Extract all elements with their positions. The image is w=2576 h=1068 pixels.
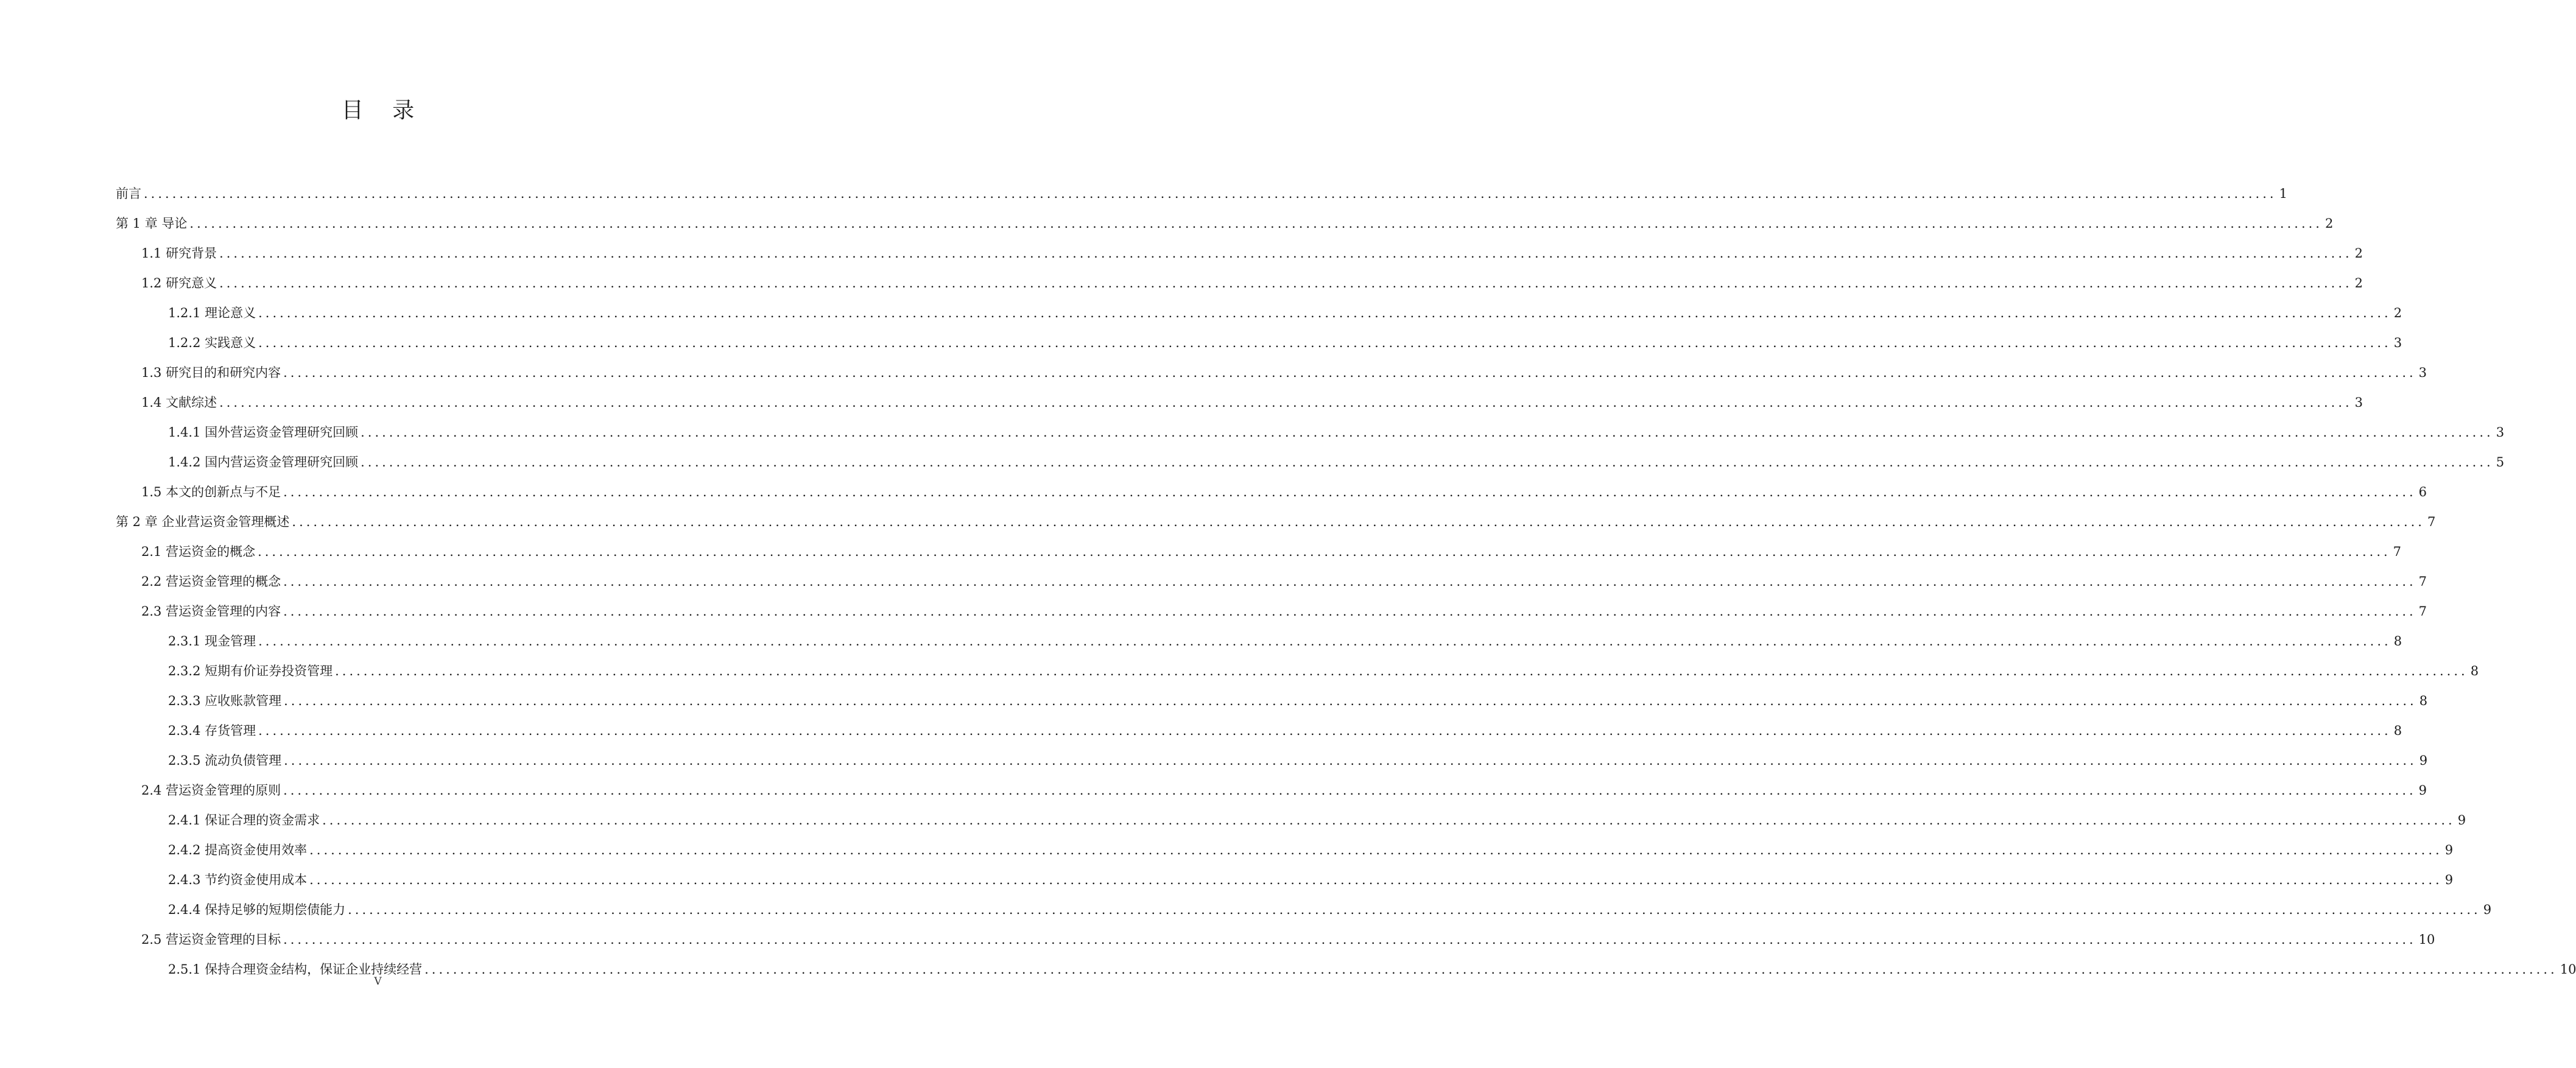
toc-entry[interactable] [116,173,2287,203]
toc-entry-page-number: 10 [2560,962,2576,977]
toc-entry[interactable] [116,650,2479,680]
dot-leader: ............................................................................................................................................................................................................................................................................................................ [219,246,2353,261]
toc-entry-page-number: 9 [2444,843,2454,857]
toc-entry-label: 2.3.3 应收账款管理 [168,694,282,708]
toc-entry[interactable] [116,680,2428,710]
toc-entry-label: 1.4 文献综述 [141,395,217,410]
toc-entry[interactable] [116,770,2427,799]
toc-entry-page-number: 9 [2418,783,2427,798]
toc-entry-label: 2.4 营运资金管理的原则 [141,783,281,798]
toc-entry-label: 1.5 本文的创新点与不足 [141,485,281,499]
dot-leader: ............................................................................................................................................................................................................................................................................................................ [258,306,2391,320]
toc-entry-page-number: 8 [2393,634,2402,648]
toc-entry-page-number: 1 [2279,186,2287,201]
dot-leader: ............................................................................................................................................................................................................................................................................................................ [258,723,2391,738]
dot-leader: ............................................................................................................................................................................................................................................................................................................ [283,574,2416,589]
toc-entry[interactable] [116,382,2363,412]
toc-entry[interactable] [116,829,2454,859]
toc-entry[interactable] [116,292,2402,322]
toc-entry[interactable] [116,740,2428,770]
toc-entry-page-number: 2 [2324,216,2334,231]
dot-leader: ............................................................................................................................................................................................................................................................................................................ [424,962,2558,977]
toc-entry-label: 2.4.1 保证合理的资金需求 [168,813,320,827]
toc-entry-label: 2.4.3 节约资金使用成本 [168,873,308,887]
dot-leader: ............................................................................................................................................................................................................................................................................................................ [258,634,2391,648]
toc-entry-page-number: 3 [2418,365,2427,380]
toc-entry[interactable] [116,620,2402,650]
toc-entry[interactable] [116,441,2505,471]
toc-entry[interactable] [116,471,2427,501]
toc-entry-page-number: 6 [2418,485,2427,499]
toc-entry[interactable] [116,710,2402,740]
dot-leader: ............................................................................................................................................................................................................................................................................................................ [348,902,2481,917]
toc-entry-page-number: 2 [2354,276,2363,290]
toc-entry-label: 1.2.1 理论意义 [168,306,256,320]
dot-leader: ............................................................................................................................................................................................................................................................................................................ [322,813,2455,827]
toc-entry-label: 2.3 营运资金管理的内容 [141,604,281,619]
toc-entry[interactable] [116,203,2334,233]
dot-leader: ............................................................................................................................................................................................................................................................................................................ [258,336,2391,350]
toc-entry[interactable] [116,412,2505,441]
toc-entry-page-number: 9 [2483,902,2492,917]
toc-entry-label: 2.4.2 提高资金使用效率 [168,843,308,857]
dot-leader: ............................................................................................................................................................................................................................................................................................................ [283,783,2416,798]
toc-entry[interactable] [116,889,2492,919]
toc-entry[interactable] [116,949,2576,978]
toc-entry-page-number: 7 [2418,604,2427,619]
dot-leader: ............................................................................................................................................................................................................................................................................................................ [283,604,2416,619]
toc-entry-label: 第 2 章 企业营运资金管理概述 [116,515,290,529]
toc-entry-label: 2.4.4 保持足够的短期偿债能力 [168,902,346,917]
dot-leader: ............................................................................................................................................................................................................................................................................................................ [219,395,2353,410]
toc-entry-page-number: 7 [2418,574,2427,589]
toc-entry-label: 第 1 章 导论 [116,216,188,231]
dot-leader: ............................................................................................................................................................................................................................................................................................................ [258,544,2391,559]
toc-entry-page-number: 7 [2427,515,2436,529]
toc-entry-page-number: 2 [2393,306,2402,320]
dot-leader: ............................................................................................................................................................................................................................................................................................................ [283,365,2416,380]
toc-entry-page-number: 5 [2496,455,2505,469]
toc-entry-page-number: 9 [2457,813,2466,827]
toc-entry[interactable] [116,799,2466,829]
dot-leader: ............................................................................................................................................................................................................................................................................................................ [335,664,2468,678]
toc-entry-label: 2.3.4 存货管理 [168,723,256,738]
toc-entry-page-number: 8 [2393,723,2402,738]
toc-entry-label: 1.1 研究背景 [141,246,217,261]
toc-entry-page-number: 10 [2418,932,2435,947]
toc-entry-label: 2.3.2 短期有价证券投资管理 [168,664,333,678]
toc-entry[interactable] [116,859,2454,889]
dot-leader: ............................................................................................................................................................................................................................................................................................................ [292,515,2425,529]
toc-entry[interactable] [116,919,2435,949]
toc-entry[interactable] [116,233,2363,262]
page-title: 目 录 [341,98,426,123]
toc-entry-label: 前言 [116,186,141,201]
toc-entry-label: 2.2 营运资金管理的概念 [141,574,281,589]
dot-leader: ............................................................................................................................................................................................................................................................................................................ [284,753,2417,768]
toc-entry[interactable] [116,501,2436,531]
toc-entry[interactable] [116,262,2363,292]
dot-leader: ............................................................................................................................................................................................................................................................................................................ [219,276,2353,290]
toc-entry-page-number: 8 [2470,664,2479,678]
toc-entry-page-number: 2 [2354,246,2363,261]
toc-entry[interactable] [116,531,2402,561]
dot-leader: ............................................................................................................................................................................................................................................................................................................ [283,485,2416,499]
dot-leader: ............................................................................................................................................................................................................................................................................................................ [361,425,2494,440]
toc-entry-label: 1.2.2 实践意义 [168,336,256,350]
toc-entry-label: 2.3.5 流动负债管理 [168,753,282,768]
dot-leader: ............................................................................................................................................................................................................................................................................................................ [144,186,2277,201]
toc-entry-label: 1.2 研究意义 [141,276,217,290]
toc-entry-label: 2.5 营运资金管理的目标 [141,932,281,947]
dot-leader: ............................................................................................................................................................................................................................................................................................................ [283,932,2416,947]
dot-leader: ............................................................................................................................................................................................................................................................................................................ [309,843,2443,857]
toc-entry-label: 1.4.1 国外营运资金管理研究回顾 [168,425,359,440]
toc-entry-label: 1.4.2 国内营运资金管理研究回顾 [168,455,359,469]
toc-entry-page-number: 9 [2419,753,2428,768]
toc-entry-page-number: 8 [2419,694,2428,708]
toc-entry-page-number: 3 [2354,395,2363,410]
dot-leader: ............................................................................................................................................................................................................................................................................................................ [361,455,2494,469]
table-of-contents [116,173,2576,978]
toc-entry-label: 2.1 营运资金的概念 [141,544,256,559]
toc-entry-page-number: 3 [2393,336,2402,350]
toc-entry-page-number: 7 [2393,544,2402,559]
toc-entry[interactable] [116,352,2427,382]
toc-entry-label: 1.3 研究目的和研究内容 [141,365,281,380]
toc-entry[interactable] [116,322,2402,352]
dot-leader: ............................................................................................................................................................................................................................................................................................................ [189,216,2323,231]
dot-leader: ............................................................................................................................................................................................................................................................................................................ [284,694,2417,708]
dot-leader: ............................................................................................................................................................................................................................................................................................................ [309,873,2443,887]
toc-entry[interactable] [116,591,2427,620]
toc-entry-label: 2.3.1 现金管理 [168,634,256,648]
toc-entry-page-number: 9 [2444,873,2454,887]
toc-entry-page-number: 3 [2496,425,2505,440]
toc-entry[interactable] [116,561,2427,591]
toc-entry-label: 2.5.1 保持合理资金结构，保证企业持续经营 [168,962,423,977]
page-number-footer: V [374,975,382,988]
